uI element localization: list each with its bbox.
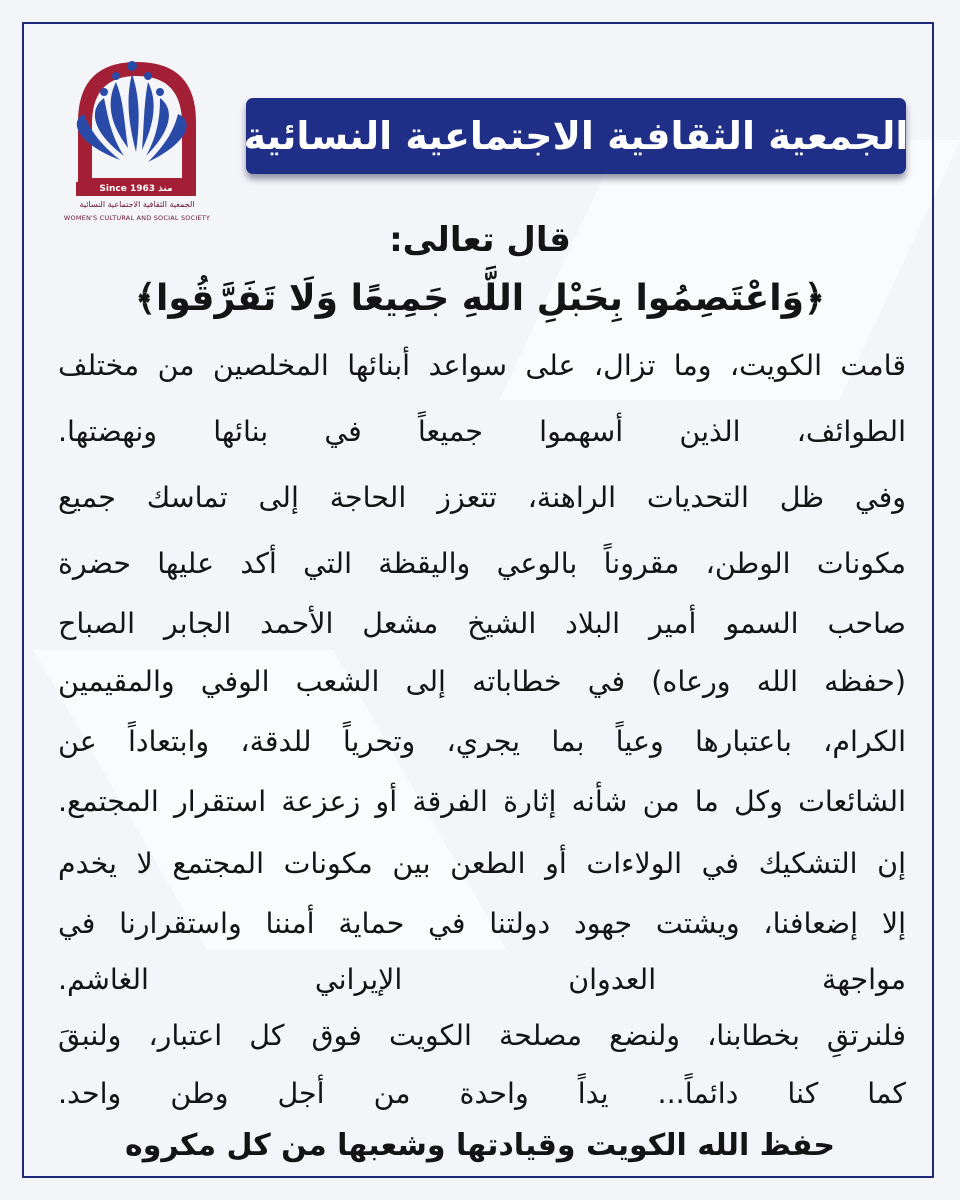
page-title: الجمعية الثقافية الاجتماعية النسائية: [243, 114, 909, 158]
body-line: كما كنا دائماً... يداً واحدة من أجل وطن واحد.: [58, 1077, 906, 1110]
body-line: قامت الكويت، وما تزال، على سواعد أبنائها المخلصين من مختلف: [58, 349, 906, 382]
body-line: الكرام، باعتبارها وعياً بما يجري، وتحرياً للدقة، وابتعاداً عن: [58, 725, 906, 758]
body-line: مواجهة العدوان الإيراني الغاشم.: [58, 963, 906, 996]
body-line: إن التشكيك في الولاءات أو الطعن بين مكونات المجتمع لا يخدم: [58, 847, 906, 880]
verse-text: ﴿وَاعْتَصِمُوا بِحَبْلِ اللَّهِ جَمِيعًا وَلَا تَفَرَّقُوا﴾: [134, 278, 826, 319]
closing-line: حفظ الله الكويت وقيادتها وشعبها من كل مكروه: [124, 1128, 836, 1163]
title-banner: [243, 98, 909, 174]
body-line: مكونات الوطن، مقروناً بالوعي واليقظة التي أكد عليها حضرة: [58, 547, 906, 580]
body-line: إلا إضعافنا، ويشتت جهود دولتنا في حماية أمننا واستقرارنا في: [58, 907, 906, 940]
verse-intro: قال تعالى:: [389, 220, 571, 260]
logo-arabic-name: الجمعية الثقافية الاجتماعية النسائية: [79, 200, 195, 209]
logo-emblem-icon: [48, 52, 226, 182]
body-line: وفي ظل التحديات الراهنة، تتعزز الحاجة إلى تماسك جميع: [58, 481, 906, 514]
body-line: صاحب السمو أمير البلاد الشيخ مشعل الأحمد الجابر الصباح: [58, 607, 906, 640]
organization-logo: [48, 52, 226, 232]
body-line: (حفظه الله ورعاه) في خطاباته إلى الشعب الوفي والمقيمين: [58, 665, 906, 698]
logo-since-label: Since 1963 منذ: [76, 182, 196, 196]
body-line: الطوائف، الذين أسهموا جميعاً في بنائها ونهضتها.: [58, 415, 906, 448]
body-line: فلنرتقِ بخطابنا، ولنضع مصلحة الكويت فوق كل اعتبار، ولنبقَ: [58, 1019, 906, 1052]
logo-english-name: WOMEN'S CULTURAL AND SOCIAL SOCIETY: [63, 214, 211, 222]
body-line: الشائعات وكل ما من شأنه إثارة الفرقة أو زعزعة استقرار المجتمع.: [58, 785, 906, 818]
